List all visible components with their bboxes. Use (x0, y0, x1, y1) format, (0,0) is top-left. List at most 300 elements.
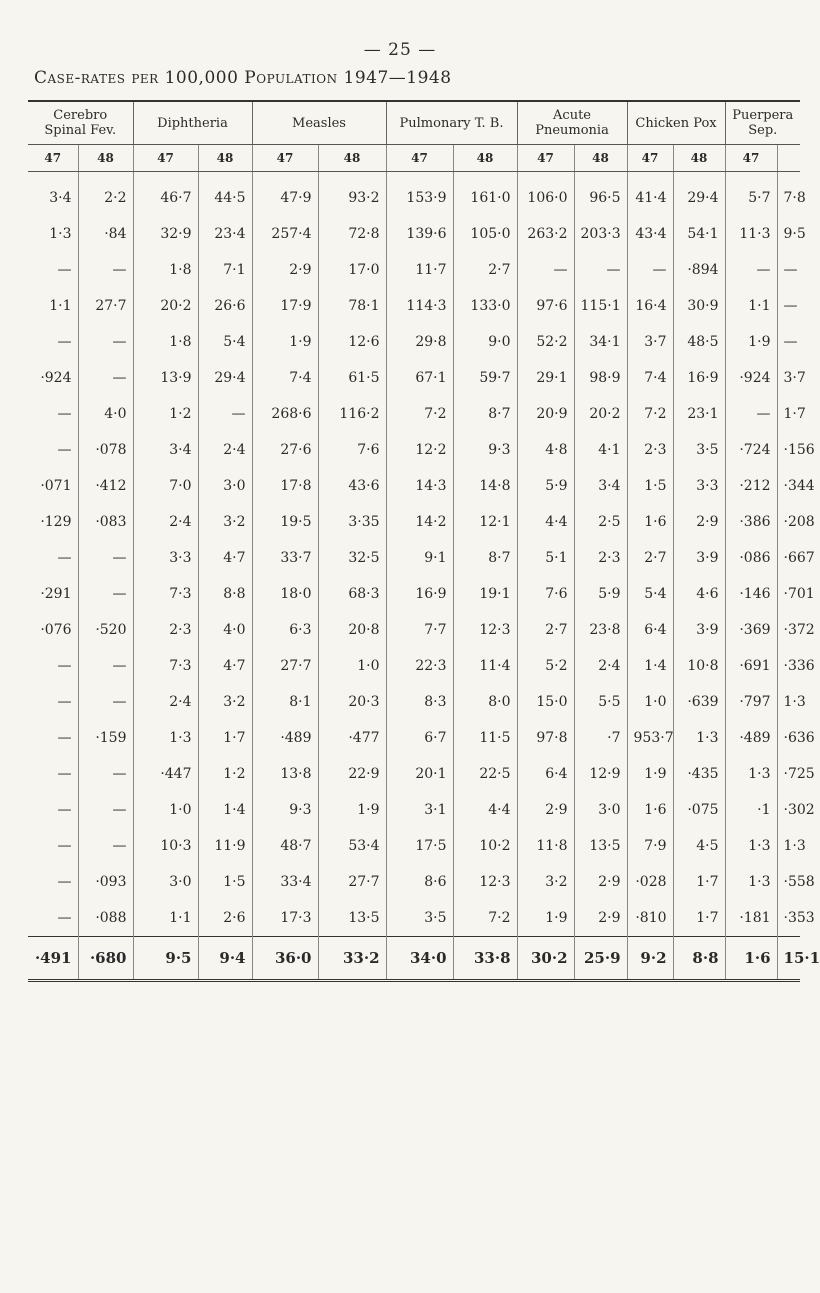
rate-cell: 9·3 (453, 432, 517, 468)
rate-cell: 96·5 (574, 180, 627, 216)
year-header-cell: 48 (574, 145, 627, 172)
rate-cell: 47·9 (252, 180, 318, 216)
rate-cell: 3·9 (673, 540, 725, 576)
rate-cell: — (574, 252, 627, 288)
rate-cell: 20·1 (386, 756, 453, 792)
table-row (28, 540, 800, 576)
rate-cell: 8·7 (453, 396, 517, 432)
rate-cell: 5·7 (725, 180, 777, 216)
year-header-cell (777, 145, 800, 172)
rate-cell: ·076 (28, 612, 78, 648)
year-header-cell: 47 (133, 145, 198, 172)
rate-cell: ·208 (783, 514, 815, 530)
rate-cell: 15·0 (517, 684, 574, 720)
rate-cell: 2·9 (574, 900, 627, 937)
rate-cell: 1·3 (673, 720, 725, 756)
table-row (28, 900, 800, 937)
rate-cell: 6·4 (627, 612, 673, 648)
year-header-cell: 48 (198, 145, 252, 172)
rate-cell: 12·3 (453, 864, 517, 900)
table-row (28, 432, 800, 468)
year-header-cell: 47 (517, 145, 574, 172)
rate-cell: 1·9 (627, 756, 673, 792)
rate-cell: 1·9 (252, 324, 318, 360)
rate-cell: 9·1 (386, 540, 453, 576)
rate-cell: 1·7 (783, 406, 806, 422)
rate-cell: ·088 (78, 900, 133, 937)
rate-cell: 4·0 (198, 612, 252, 648)
rate-cell: 29·8 (386, 324, 453, 360)
rate-cell: 12·9 (574, 756, 627, 792)
rate-cell: 2·3 (133, 612, 198, 648)
rate-cell: 19·1 (453, 576, 517, 612)
rate-cell: 1·1 (133, 900, 198, 937)
rate-cell: ·078 (78, 432, 133, 468)
rate-cell: 11·8 (517, 828, 574, 864)
rate-cell: 1·9 (725, 324, 777, 360)
year-header-cell: 48 (78, 145, 133, 172)
rate-cell: 1·3 (28, 216, 78, 252)
rate-cell: — (783, 334, 798, 350)
rate-cell: 52·2 (517, 324, 574, 360)
rate-cell: 3·2 (198, 504, 252, 540)
rate-cell: 203·3 (574, 216, 627, 252)
total-cell: 30·2 (517, 937, 574, 981)
rate-cell: 1·3 (725, 828, 777, 864)
rate-cell: — (517, 252, 574, 288)
rate-cell: ·159 (78, 720, 133, 756)
rate-cell: 1·1 (28, 288, 78, 324)
rate-cell: 44·5 (198, 180, 252, 216)
total-cell: 25·9 (574, 937, 627, 981)
rate-cell: ·7 (574, 720, 627, 756)
rate-cell: 1·9 (318, 792, 386, 828)
rate-cell: 67·1 (386, 360, 453, 396)
rate-cell: — (78, 828, 133, 864)
rate-cell: 68·3 (318, 576, 386, 612)
rate-cell: ·701 (783, 586, 815, 602)
rate-cell: 3·2 (198, 684, 252, 720)
rate-cell: 13·5 (574, 828, 627, 864)
rate-cell: — (78, 540, 133, 576)
rate-cell: ·129 (28, 504, 78, 540)
rate-cell: 27·6 (252, 432, 318, 468)
total-cell: ·491 (28, 937, 78, 981)
rate-cell: ·435 (673, 756, 725, 792)
rate-cell: ·810 (627, 900, 673, 937)
rate-cell: ·353 (783, 910, 815, 926)
page-title: Case-rates per 100,000 Population 1947—1948 (34, 68, 452, 88)
rate-cell: 22·3 (386, 648, 453, 684)
rate-cell: 1·7 (673, 864, 725, 900)
rate-cell: 20·8 (318, 612, 386, 648)
rate-cell: 5·5 (574, 684, 627, 720)
rate-cell: 93·2 (318, 180, 386, 216)
rate-cell: ·1 (725, 792, 777, 828)
table-row (28, 216, 800, 252)
table-row (28, 648, 800, 684)
rate-cell: 23·8 (574, 612, 627, 648)
rate-cell: 7·3 (133, 576, 198, 612)
year-header-cell: 48 (673, 145, 725, 172)
rate-cell: 8·0 (453, 684, 517, 720)
rate-cell: 161·0 (453, 180, 517, 216)
rate-cell: 97·6 (517, 288, 574, 324)
rate-cell: 27·7 (78, 288, 133, 324)
rate-cell: 1·6 (627, 792, 673, 828)
rate-cell: 3·4 (28, 180, 78, 216)
rate-cell: ·071 (28, 468, 78, 504)
rate-cell: — (78, 648, 133, 684)
rate-cell: ·489 (252, 720, 318, 756)
rate-cell: 72·8 (318, 216, 386, 252)
rate-cell: ·924 (725, 360, 777, 396)
rate-cell: ·086 (725, 540, 777, 576)
rate-cell: — (78, 360, 133, 396)
rate-cell: 9·5 (783, 226, 806, 242)
rate-cell: 7·8 (783, 190, 806, 206)
rate-cell: 3·5 (673, 432, 725, 468)
rate-cell: 23·1 (673, 396, 725, 432)
rate-cell: 12·1 (453, 504, 517, 540)
rate-cell: 7·7 (386, 612, 453, 648)
year-header-cell: 48 (318, 145, 386, 172)
rate-cell: — (783, 298, 798, 314)
table-row (28, 576, 800, 612)
rate-cell: 7·2 (386, 396, 453, 432)
rate-cell: 16·4 (627, 288, 673, 324)
rate-cell: 5·1 (517, 540, 574, 576)
rate-cell: ·302 (783, 802, 815, 818)
rate-cell: 1·3 (783, 838, 806, 854)
rate-cell: 7·6 (318, 432, 386, 468)
totals-row (28, 937, 800, 981)
rate-cell: 4·6 (673, 576, 725, 612)
rate-cell: 1·3 (133, 720, 198, 756)
rate-cell: 33·4 (252, 864, 318, 900)
header-diphtheria: Diphtheria (133, 101, 252, 145)
table-body (28, 172, 820, 981)
rate-cell: 59·7 (453, 360, 517, 396)
rate-cell: 1·8 (133, 252, 198, 288)
rate-cell: 14·8 (453, 468, 517, 504)
rate-cell: 2·6 (198, 900, 252, 937)
rate-cell: 2·9 (673, 504, 725, 540)
rate-cell: — (28, 792, 78, 828)
rate-cell: 1·0 (627, 684, 673, 720)
rate-cell: 12·2 (386, 432, 453, 468)
rate-cell: ·336 (783, 658, 815, 674)
rate-cell: 29·4 (673, 180, 725, 216)
table-row (28, 360, 800, 396)
rate-cell: 2·7 (453, 252, 517, 288)
rate-cell: 30·9 (673, 288, 725, 324)
rate-cell: 257·4 (252, 216, 318, 252)
table-row (28, 468, 800, 504)
table-row (28, 324, 800, 360)
rate-cell: 3·0 (133, 864, 198, 900)
header-puerperal-sepsis: Puerpera Sep. (725, 101, 800, 145)
total-cell: 9·5 (133, 937, 198, 981)
rate-cell: 14·2 (386, 504, 453, 540)
rate-cell: 12·3 (453, 612, 517, 648)
rate-cell: 46·7 (133, 180, 198, 216)
rate-cell: 2·9 (574, 864, 627, 900)
rate-cell: — (28, 432, 78, 468)
rate-cell: 3·2 (517, 864, 574, 900)
rate-cell: — (78, 684, 133, 720)
rate-cell: — (783, 262, 798, 278)
total-cell: 1·6 (725, 937, 777, 981)
year-header-cell: 47 (28, 145, 78, 172)
rate-cell: ·558 (783, 874, 815, 890)
rate-cell: 5·2 (517, 648, 574, 684)
rate-cell: 27·7 (252, 648, 318, 684)
table-row (28, 720, 800, 756)
rate-cell: 29·4 (198, 360, 252, 396)
rate-cell: 61·5 (318, 360, 386, 396)
rate-cell: 10·3 (133, 828, 198, 864)
rate-cell: 23·4 (198, 216, 252, 252)
rate-cell: ·412 (78, 468, 133, 504)
rate-cell: 20·2 (133, 288, 198, 324)
rate-cell: 153·9 (386, 180, 453, 216)
rate-cell: — (78, 324, 133, 360)
rate-cell: 11·3 (725, 216, 777, 252)
table-row (28, 684, 800, 720)
rate-cell: 114·3 (386, 288, 453, 324)
rate-cell: 48·5 (673, 324, 725, 360)
rate-cell: ·369 (725, 612, 777, 648)
total-cell: 15·1 (777, 937, 800, 981)
rate-cell: 32·9 (133, 216, 198, 252)
rate-cell: 6·7 (386, 720, 453, 756)
rate-cell: 13·5 (318, 900, 386, 937)
rate-cell: ·894 (673, 252, 725, 288)
rate-cell: 263·2 (517, 216, 574, 252)
rate-cell: 1·2 (133, 396, 198, 432)
disease-header-row (28, 101, 800, 145)
rate-cell: — (28, 720, 78, 756)
rate-cell: 1·7 (673, 900, 725, 937)
rate-cell: — (28, 684, 78, 720)
rate-cell: 8·7 (453, 540, 517, 576)
rate-cell: 16·9 (673, 360, 725, 396)
rate-cell: ·691 (725, 648, 777, 684)
rate-cell: ·667 (783, 550, 815, 566)
rate-cell: ·636 (783, 730, 815, 746)
rate-cell: 18·0 (252, 576, 318, 612)
rate-cell: 1·5 (627, 468, 673, 504)
rate-cell: 2·4 (133, 504, 198, 540)
rate-cell: — (627, 252, 673, 288)
header-measles: Measles (252, 101, 386, 145)
spacer-row (28, 172, 800, 181)
rate-cell: 34·1 (574, 324, 627, 360)
rate-cell: 7·2 (627, 396, 673, 432)
table-row (28, 396, 800, 432)
rate-cell: ·447 (133, 756, 198, 792)
rate-cell: — (78, 252, 133, 288)
rate-cell: 5·4 (627, 576, 673, 612)
rate-cell: 5·9 (517, 468, 574, 504)
table-row (28, 828, 800, 864)
rate-cell: 8·8 (198, 576, 252, 612)
rate-cell: ·146 (725, 576, 777, 612)
rate-cell: 6·4 (517, 756, 574, 792)
table-row (28, 180, 800, 216)
rate-cell: 20·3 (318, 684, 386, 720)
table-row (28, 252, 800, 288)
rate-cell: 17·8 (252, 468, 318, 504)
rate-cell: 98·9 (574, 360, 627, 396)
rate-cell: 3·4 (574, 468, 627, 504)
rate-cell: 7·9 (627, 828, 673, 864)
rate-cell: 268·6 (252, 396, 318, 432)
rate-cell: 14·3 (386, 468, 453, 504)
rate-cell: 3·0 (198, 468, 252, 504)
rate-cell: 78·1 (318, 288, 386, 324)
rate-cell: 7·3 (133, 648, 198, 684)
rate-cell: ·386 (725, 504, 777, 540)
rate-cell: 3·35 (318, 504, 386, 540)
rate-cell: 6·3 (252, 612, 318, 648)
rate-cell: — (78, 792, 133, 828)
rate-cell: 4·4 (453, 792, 517, 828)
rate-cell: 4·5 (673, 828, 725, 864)
rate-cell: 13·9 (133, 360, 198, 396)
rate-cell: 1·4 (198, 792, 252, 828)
rate-cell: — (28, 828, 78, 864)
rate-cell: 1·3 (725, 864, 777, 900)
rate-cell: 2·9 (252, 252, 318, 288)
rate-cell: 4·0 (78, 396, 133, 432)
rate-cell: 2·7 (627, 540, 673, 576)
rate-cell: 17·5 (386, 828, 453, 864)
rate-cell: 26·6 (198, 288, 252, 324)
rate-cell: 19·5 (252, 504, 318, 540)
rate-cell: ·181 (725, 900, 777, 937)
rate-cell: 1·3 (725, 756, 777, 792)
rate-cell: 4·4 (517, 504, 574, 540)
rate-cell: 41·4 (627, 180, 673, 216)
rate-cell: ·212 (725, 468, 777, 504)
rate-cell: 9·0 (453, 324, 517, 360)
total-cell: 34·0 (386, 937, 453, 981)
rate-cell: 48·7 (252, 828, 318, 864)
year-header-cell: 47 (725, 145, 777, 172)
rate-cell: 17·0 (318, 252, 386, 288)
rate-cell: — (28, 900, 78, 937)
rate-cell: — (28, 396, 78, 432)
year-header-cell: 47 (252, 145, 318, 172)
rate-cell: 32·5 (318, 540, 386, 576)
rate-cell: ·075 (673, 792, 725, 828)
rate-cell: 11·4 (453, 648, 517, 684)
rate-cell: 12·6 (318, 324, 386, 360)
rate-cell: 7·1 (198, 252, 252, 288)
rate-cell: 139·6 (386, 216, 453, 252)
rate-cell: ·344 (783, 478, 815, 494)
rate-cell: 3·7 (783, 370, 806, 386)
rate-cell: 8·3 (386, 684, 453, 720)
rate-cell: 29·1 (517, 360, 574, 396)
rate-cell: ·724 (725, 432, 777, 468)
rate-cell: 8·1 (252, 684, 318, 720)
rate-cell: — (28, 540, 78, 576)
rate-cell: 4·8 (517, 432, 574, 468)
rate-cell: — (78, 576, 133, 612)
rate-cell: 2·3 (627, 432, 673, 468)
rate-cell: 1·2 (198, 756, 252, 792)
rate-cell: 1·9 (517, 900, 574, 937)
rate-cell: 1·0 (318, 648, 386, 684)
rate-cell: 1·6 (627, 504, 673, 540)
total-cell: 9·4 (198, 937, 252, 981)
rate-cell: 27·7 (318, 864, 386, 900)
rate-cell: 7·6 (517, 576, 574, 612)
rate-cell: 22·9 (318, 756, 386, 792)
rate-cell: 17·3 (252, 900, 318, 937)
rate-cell: ·372 (783, 622, 815, 638)
rate-cell: 2·4 (574, 648, 627, 684)
rate-cell: 43·6 (318, 468, 386, 504)
total-cell: 36·0 (252, 937, 318, 981)
rate-cell: — (725, 396, 777, 432)
rate-cell: ·156 (783, 442, 815, 458)
table-row (28, 756, 800, 792)
rate-cell: 5·4 (198, 324, 252, 360)
rate-cell: 115·1 (574, 288, 627, 324)
rate-cell: 7·2 (453, 900, 517, 937)
rate-cell: 54·1 (673, 216, 725, 252)
rate-cell: ·093 (78, 864, 133, 900)
rate-cell: 1·5 (198, 864, 252, 900)
rate-cell: — (28, 864, 78, 900)
page-number: — 25 — (363, 40, 437, 60)
rate-cell: 11·9 (198, 828, 252, 864)
rate-cell: ·797 (725, 684, 777, 720)
rate-cell: ·520 (78, 612, 133, 648)
rate-cell: ·924 (28, 360, 78, 396)
rate-cell: 2·5 (574, 504, 627, 540)
rate-cell: ·84 (78, 216, 133, 252)
total-cell: ·680 (78, 937, 133, 981)
rate-cell: 8·6 (386, 864, 453, 900)
table-row (28, 288, 800, 324)
rate-cell: 22·5 (453, 756, 517, 792)
rate-cell: — (198, 396, 252, 432)
rate-cell: ·028 (627, 864, 673, 900)
rate-cell: 1·4 (627, 648, 673, 684)
header-acute-pneumonia: Acute Pneumonia (517, 101, 627, 145)
table-row (28, 612, 800, 648)
year-header-cell: 48 (453, 145, 517, 172)
rate-cell: — (725, 252, 777, 288)
rate-cell: 3·1 (386, 792, 453, 828)
rate-cell: — (28, 252, 78, 288)
rate-cell: 20·2 (574, 396, 627, 432)
rate-cell: 53·4 (318, 828, 386, 864)
rate-cell: 9·3 (252, 792, 318, 828)
header-pulmonary-tb: Pulmonary T. B. (386, 101, 517, 145)
rate-cell: 1·3 (783, 694, 806, 710)
rate-cell: 7·4 (627, 360, 673, 396)
year-header-cell: 47 (386, 145, 453, 172)
case-rates-table (28, 100, 820, 982)
rate-cell: 7·0 (133, 468, 198, 504)
header-cerebro-spinal-fever: Cerebro Spinal Fev. (28, 101, 133, 145)
